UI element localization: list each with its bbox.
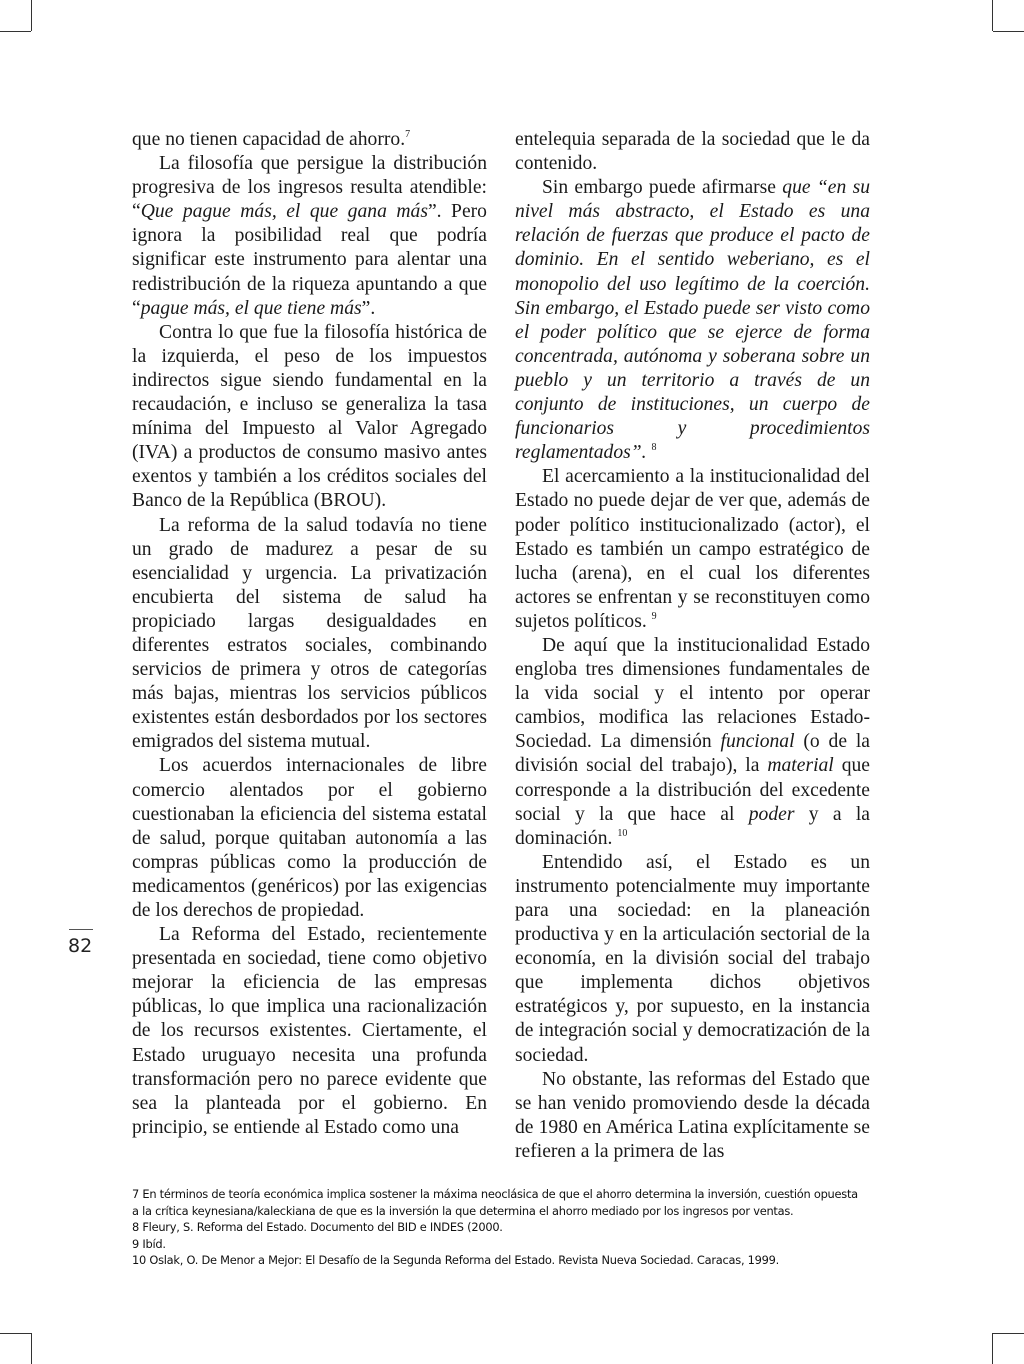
footnote: 10 Oslak, O. De Menor a Mejor: El Desafío de la Segunda Reforma del Estado. Revista Nueva Sociedad. Caracas, 1999.	[132, 1253, 780, 1267]
paragraph-text: ”. Pero ignora la posibilidad real que podría significar este instrumento para alentar una redistribución de la riqueza apuntando a que “	[132, 201, 487, 319]
paragraph	[132, 152, 487, 321]
italic-quote: pague más, el que tiene más	[140, 297, 362, 319]
paragraph-text: que no tienen capacidad de ahorro.	[132, 129, 406, 150]
paragraph-text: ”.	[361, 297, 376, 319]
paragraph	[515, 465, 870, 634]
paragraph-text: que corresponde a la distribución del excedente social y la que hace al	[515, 755, 870, 825]
footnote-ref: 9	[651, 610, 657, 622]
italic-quote: Que pague más, el que gana más	[140, 201, 428, 223]
footnote: 9 Ibíd.	[132, 1236, 166, 1251]
paragraph-text: y a la dominación.	[515, 803, 870, 849]
paragraph-text: Sin embargo puede afirmarse	[542, 177, 783, 199]
paragraph-text: (o de la división social del trabajo), la	[515, 731, 871, 777]
paragraph	[515, 176, 870, 465]
paragraph: entelequia separada de la sociedad que le da contenido.	[515, 129, 870, 175]
crop-mark	[31, 1333, 32, 1364]
footnote-ref: 8	[651, 442, 657, 454]
crop-mark	[993, 1333, 1024, 1334]
paragraph-text: De aquí que la institucionalidad Estado engloba tres dimensiones fundamentales de la vida social y el intento por operar cambios, modifica las relaciones Estado-Sociedad. La dimensión	[515, 634, 870, 753]
crop-mark	[0, 31, 31, 32]
italic-term: funcional	[720, 731, 795, 753]
italic-term: material	[767, 755, 834, 777]
page-number-rule	[69, 929, 93, 930]
paragraph: No obstante, las reformas del Estado que se han venido promoviendo desde la década de 1980 en América Latina explícitamente se refieren a la primera de las	[515, 1068, 870, 1162]
left-column	[132, 128, 487, 1140]
crop-mark	[0, 1333, 31, 1334]
paragraph: Entendido así, el Estado es un instrumento potencialmente muy importante para una sociedad: en la planeación productiva y en la articulación sectorial de la economía, en la división social del trabajo que implementa dichos objetivos estratégicos y, por supuesto, en la instancia de integración social y democratización de la sociedad.	[515, 851, 870, 1066]
paragraph-text: El acercamiento a la institucionalidad del Estado no puede dejar de ver que, además de poder político institucionalizado (actor), el Estado es también un campo estratégico de lucha (arena), en el cual los diferentes actores se enfrentan y se reconstituyen como sujetos políticos.	[515, 466, 870, 632]
paragraph: La Reforma del Estado, recientemente presentada en sociedad, tiene como objetivo mejorar la eficiencia de las empresas públicas, lo que implica una racionalización de los recursos existentes. Ciertamente, el Estado uruguayo necesita una profunda transformación pero no parece evidente que sea la planteada por el gobierno. En principio, se entiende al Estado como una	[132, 924, 487, 1138]
crop-mark	[993, 31, 1024, 32]
italic-term: poder	[748, 803, 795, 825]
crop-mark	[31, 0, 32, 31]
paragraph	[515, 634, 870, 851]
paragraph	[132, 128, 487, 152]
footnotes	[132, 1186, 877, 1269]
footnote: a la crítica keynesiana/kaleckiana de que es la inversión la que determina el ahorro mediado por los ingresos por ventas.	[132, 1203, 794, 1218]
paragraph: La reforma de la salud todavía no tiene un grado de madurez a pesar de su esencialidad y urgencia. La privatización encubierta del sistema de salud ha propiciado largas desigualdades en diferentes estratos sociales, combinando servicios de primera y otros de categorías más bajas, mientras los servicios públicos existentes están desbordados por los sectores emigrados del sistema mutual.	[132, 514, 487, 753]
paragraph-text: La filosofía que persigue la distribución progresiva de los ingresos resulta atendible: “	[132, 153, 487, 223]
footnote: 7 En términos de teoría económica implica sostener la máxima neoclásica de que el ahorro determina la inversión, cuestión opuesta	[132, 1187, 858, 1201]
right-column	[515, 128, 870, 1164]
page-number: 82	[68, 935, 93, 957]
crop-mark	[992, 1333, 993, 1364]
footnote: 8 Fleury, S. Reforma del Estado. Documento del BID e INDES (2000.	[132, 1220, 503, 1234]
footnote-ref: 10	[617, 827, 628, 839]
italic-quote: que “en su nivel más abstracto, el Estado es una relación de fuerzas que produce el pacto de dominio. En el sentido weberiano, es el monopolio del uso legítimo de la coerción. Sin embargo, el Estado puede ser visto como el poder político que se ejerce de forma concentrada, autónoma y soberana sobre un pueblo y un territorio a través de un conjunto de instituciones, un cuerpo de funcionarios y procedimientos reglamentados”.	[515, 177, 870, 464]
footnote-ref: 7	[405, 129, 411, 140]
paragraph: Contra lo que fue la filosofía histórica de la izquierda, el peso de los impuestos indirectos sigue siendo fundamental en la recaudación, e incluso se generaliza la tasa mínima del Impuesto al Valor Agregado (IVA) a productos de consumo masivo antes exentos y también a los créditos sociales del Banco de la República (BROU).	[132, 321, 487, 512]
paragraph: Los acuerdos internacionales de libre comercio alentados por el gobierno cuestionaban la eficiencia del sistema estatal de salud, porque quitaban autonomía a las compras públicas como la producción de medicamentos (genéricos) por las exigencias de los derechos de propiedad.	[132, 755, 487, 921]
crop-mark	[992, 0, 993, 31]
